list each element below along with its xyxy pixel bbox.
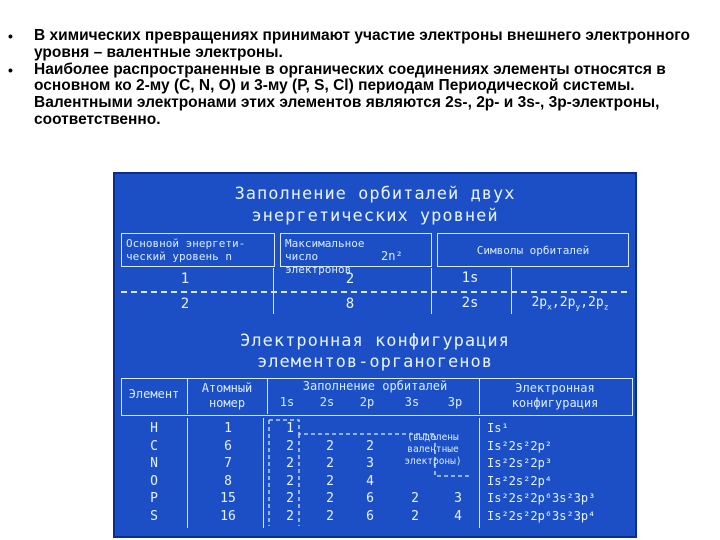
fill-value: 2: [326, 438, 334, 454]
element-symbol: S: [150, 508, 158, 524]
fill-value: 2: [326, 473, 334, 489]
table2-header-3p: 3p: [447, 395, 463, 409]
fill-value: 2: [366, 438, 374, 454]
table2-header-1s: 1s: [279, 395, 295, 409]
table2-body-divider: [479, 418, 480, 528]
table2-body-divider: [263, 418, 264, 528]
table1-s-orbital: 1s: [461, 270, 479, 286]
table1-header-level-text: Основной энергети- ческий уровень n: [126, 237, 246, 263]
element-symbol: O: [150, 473, 158, 489]
table1-level: 2: [180, 296, 190, 312]
table1-max: 8: [345, 296, 355, 312]
table2-header-divider: [479, 378, 480, 414]
table1-p-orbitals: $2p_x,2p_y,2p_z$: [531, 295, 609, 312]
orbital-tables-panel: [113, 172, 637, 538]
table1-header-max: [280, 233, 432, 276]
fill-1s-column: [278, 420, 302, 525]
electron-config: Is²2s²2p⁶3s²3p³: [487, 491, 596, 505]
element-symbol: N: [150, 456, 158, 471]
valence-note: (выделены валентные электроны): [404, 432, 462, 467]
fill-value: 2: [286, 438, 294, 454]
fill-3s-column: [403, 490, 427, 525]
bullet-text: В химических превращениях принимают участие электроны внешнего электронного уровня – валентные электроны.: [34, 27, 691, 61]
table2-title-line2: элементов-органогенов: [257, 352, 493, 372]
electron-config: Is²2s²2p⁶3s²3p⁴: [487, 508, 596, 523]
fill-value: 2: [411, 508, 419, 524]
table2-header-divider: [267, 378, 268, 414]
fill-value: 2: [326, 508, 334, 524]
element-column: [129, 420, 179, 525]
table1-header-symbols-text: Символы орбиталей: [476, 244, 590, 257]
table2-header-divider: [187, 378, 188, 414]
table2-header-atomic: Атомный номер: [201, 381, 253, 410]
fill-2s-column: [318, 420, 342, 525]
fill-value: 3: [366, 456, 374, 471]
electron-config: Is²2s²2p⁴: [487, 473, 553, 488]
fill-value: 6: [366, 508, 374, 524]
fill-value: 6: [366, 491, 374, 506]
atomic-number: 8: [224, 473, 232, 489]
table1-header-level: [121, 233, 275, 267]
fill-value: 4: [454, 508, 462, 524]
fill-2p-column: [358, 420, 382, 525]
fill-value: [358, 420, 382, 438]
table1-max: 2: [345, 271, 355, 287]
atomic-number: 16: [220, 508, 236, 524]
table2-header-fill: Заполнение орбиталей: [302, 379, 448, 393]
table1-row-separator: [121, 291, 627, 293]
fill-value: 2: [286, 456, 294, 471]
fill-value: 2: [326, 491, 334, 506]
table2-title-line1: Электронная конфигурация: [240, 331, 510, 351]
bullet-item: [8, 28, 708, 62]
table1-s-orbital: 2s: [461, 295, 479, 311]
fill-3p-column: [446, 490, 470, 525]
bullet-list: [8, 28, 708, 129]
atomic-column: [203, 420, 253, 525]
table2-header-2s: 2s: [319, 395, 335, 409]
atomic-number: 6: [224, 438, 232, 454]
table1-header-symbols: [437, 233, 629, 267]
electron-config: Is¹: [487, 421, 509, 435]
bullet-text: Наиболее распространенные в органических соединениях элементы относятся в основном ко 2-му (C, N, O) и 3-му (P, S, Cl) периодам Периодической системы. Валентными электронами этих элементов являются 2s-, 2p- и 3s-, 3p-электроны, соответственно.: [34, 60, 666, 128]
electron-config: Is²2s²2p³: [487, 456, 553, 470]
bullet-item: [8, 62, 708, 129]
element-symbol: P: [150, 491, 158, 506]
fill-value: 2: [286, 508, 294, 524]
fill-value: [318, 420, 342, 438]
table2-header-2p: 2p: [359, 395, 375, 409]
fill-value: 2: [286, 491, 294, 506]
bullet-marker: •: [8, 28, 13, 44]
table2-header-element: Элемент: [128, 387, 180, 401]
element-symbol: H: [150, 421, 158, 436]
table1-header-max-text: Максимальное число электронов: [285, 237, 365, 276]
table1-header-max-formula: 2n²: [381, 249, 403, 263]
atomic-number: 7: [224, 456, 232, 471]
element-symbol: C: [150, 438, 158, 454]
fill-value: 1: [286, 421, 294, 436]
fill-value: 2: [411, 491, 419, 506]
table1-title-line2: энергетических уровней: [251, 206, 499, 226]
table2-header-config: Электронная конфигурация: [511, 381, 599, 410]
fill-value: 3: [454, 491, 462, 506]
atomic-number: 1: [224, 421, 232, 436]
fill-value: 2: [286, 473, 294, 489]
fill-value: 2: [326, 456, 334, 471]
fill-value: 4: [366, 473, 374, 489]
table2-header-3s: 3s: [404, 395, 420, 409]
table2-body-divider: [187, 418, 188, 528]
table1-level: 1: [180, 271, 190, 287]
electron-config: Is²2s²2p²: [487, 438, 553, 453]
bullet-marker: •: [8, 61, 13, 78]
config-column: [487, 420, 595, 525]
table1-title-line1: Заполнение орбиталей двух: [234, 184, 516, 204]
atomic-number: 15: [220, 491, 236, 506]
